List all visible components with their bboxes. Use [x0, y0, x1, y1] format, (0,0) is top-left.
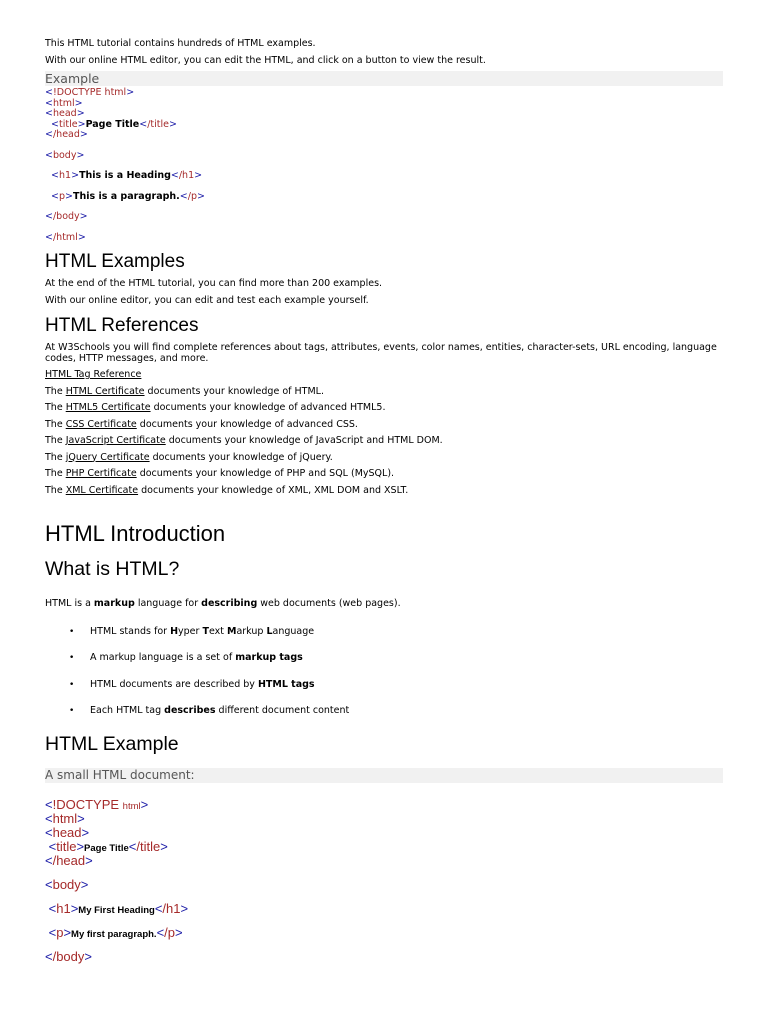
tag-reference-line	[45, 369, 723, 381]
jquery-certificate-link[interactable]: jQuery Certificate	[65, 451, 150, 463]
references-heading: HTML References	[45, 315, 199, 336]
bullet-icon: •	[69, 679, 75, 690]
references-paragraph: At W3Schools you will find complete references about tags, attributes, events, color names, entities, character-sets, URL encoding, language codes, HTTP messages, and more.	[45, 342, 717, 364]
code-line-doctype: <!DOCTYPE html>	[45, 796, 149, 812]
code-line-head-close: </head>	[45, 129, 88, 140]
certificate-line: The HTML Certificate documents your knowledge of HTML.	[45, 385, 324, 397]
code-line-body: <body>	[45, 876, 89, 892]
code-line-p: <p>This is a paragraph.</p>	[51, 190, 205, 202]
certificate-line: The CSS Certificate documents your knowledge of advanced CSS.	[45, 418, 358, 430]
certificate-line: The JavaScript Certificate documents your knowledge of JavaScript and HTML DOM.	[45, 435, 443, 446]
certificate-line: The XML Certificate documents your knowledge of XML, XML DOM and XSLT.	[45, 484, 409, 496]
code-line-body-close: </body>	[45, 948, 92, 964]
code-line-head: <head>	[45, 824, 90, 840]
examples-line-2: With our online editor, you can edit and test each example yourself.	[45, 294, 369, 306]
what-is-html-heading: What is HTML?	[45, 558, 180, 580]
javascript-certificate-link[interactable]: JavaScript Certificate	[65, 435, 166, 446]
code-line-html: <html>	[45, 810, 85, 826]
examples-heading: HTML Examples	[45, 251, 185, 272]
html-certificate-link[interactable]: HTML Certificate	[65, 385, 145, 397]
example-label: Example	[45, 71, 723, 86]
code-line-title: <title>Page Title</title>	[51, 118, 177, 130]
small-document-label: A small HTML document:	[45, 768, 723, 783]
bullet-icon: •	[69, 706, 75, 716]
code-example-1	[45, 88, 723, 243]
code-line-p: <p>My first paragraph.</p>	[48, 924, 183, 940]
document-page	[45, 38, 723, 964]
bullet-icon: •	[69, 653, 75, 663]
code-line-head: <head>	[45, 108, 85, 119]
introduction-heading: HTML Introduction	[45, 521, 226, 546]
php-certificate-link[interactable]: PHP Certificate	[65, 468, 137, 479]
list-item: • A markup language is a set of markup tags	[69, 652, 303, 663]
what-is-html-paragraph: HTML is a markup language for describing web documents (web pages).	[45, 598, 401, 609]
html-tag-reference-link[interactable]: HTML Tag Reference	[45, 369, 142, 380]
intro-line-1: This HTML tutorial contains hundreds of HTML examples.	[45, 38, 316, 49]
certificate-line: The jQuery Certificate documents your knowledge of jQuery.	[45, 451, 333, 463]
html5-certificate-link[interactable]: HTML5 Certificate	[65, 402, 151, 413]
code-line-head-close: </head>	[45, 852, 93, 868]
code-line-body: <body>	[45, 149, 85, 161]
certificate-line: The HTML5 Certificate documents your knowledge of advanced HTML5.	[45, 402, 386, 413]
code-line-doctype: <!DOCTYPE html>	[45, 87, 135, 98]
intro-line-2: With our online HTML editor, you can edit the HTML, and click on a button to view the result.	[45, 54, 486, 66]
code-line-body-close: </body>	[45, 211, 88, 222]
css-certificate-link[interactable]: CSS Certificate	[65, 418, 137, 430]
examples-line-1: At the end of the HTML tutorial, you can find more than 200 examples.	[45, 278, 383, 289]
list-item: • HTML documents are described by HTML tags	[69, 678, 315, 690]
xml-certificate-link[interactable]: XML Certificate	[65, 484, 139, 496]
list-item: • Each HTML tag describes different document content	[69, 705, 350, 716]
html-example-heading: HTML Example	[45, 732, 179, 755]
certificate-line: The PHP Certificate documents your knowledge of PHP and SQL (MySQL).	[45, 468, 395, 479]
code-line-title: <title>Page Title</title>	[48, 838, 168, 854]
code-example-2	[45, 798, 723, 964]
code-line-html-close: </html>	[45, 231, 86, 243]
code-line-html: <html>	[45, 97, 83, 109]
list-item: • HTML stands for Hyper Text Markup Language	[69, 625, 315, 637]
code-line-h1: <h1>This is a Heading</h1>	[51, 170, 203, 181]
code-line-h1: <h1>My First Heading</h1>	[48, 900, 189, 916]
bullet-icon: •	[69, 626, 75, 637]
html-facts-list	[45, 626, 723, 732]
